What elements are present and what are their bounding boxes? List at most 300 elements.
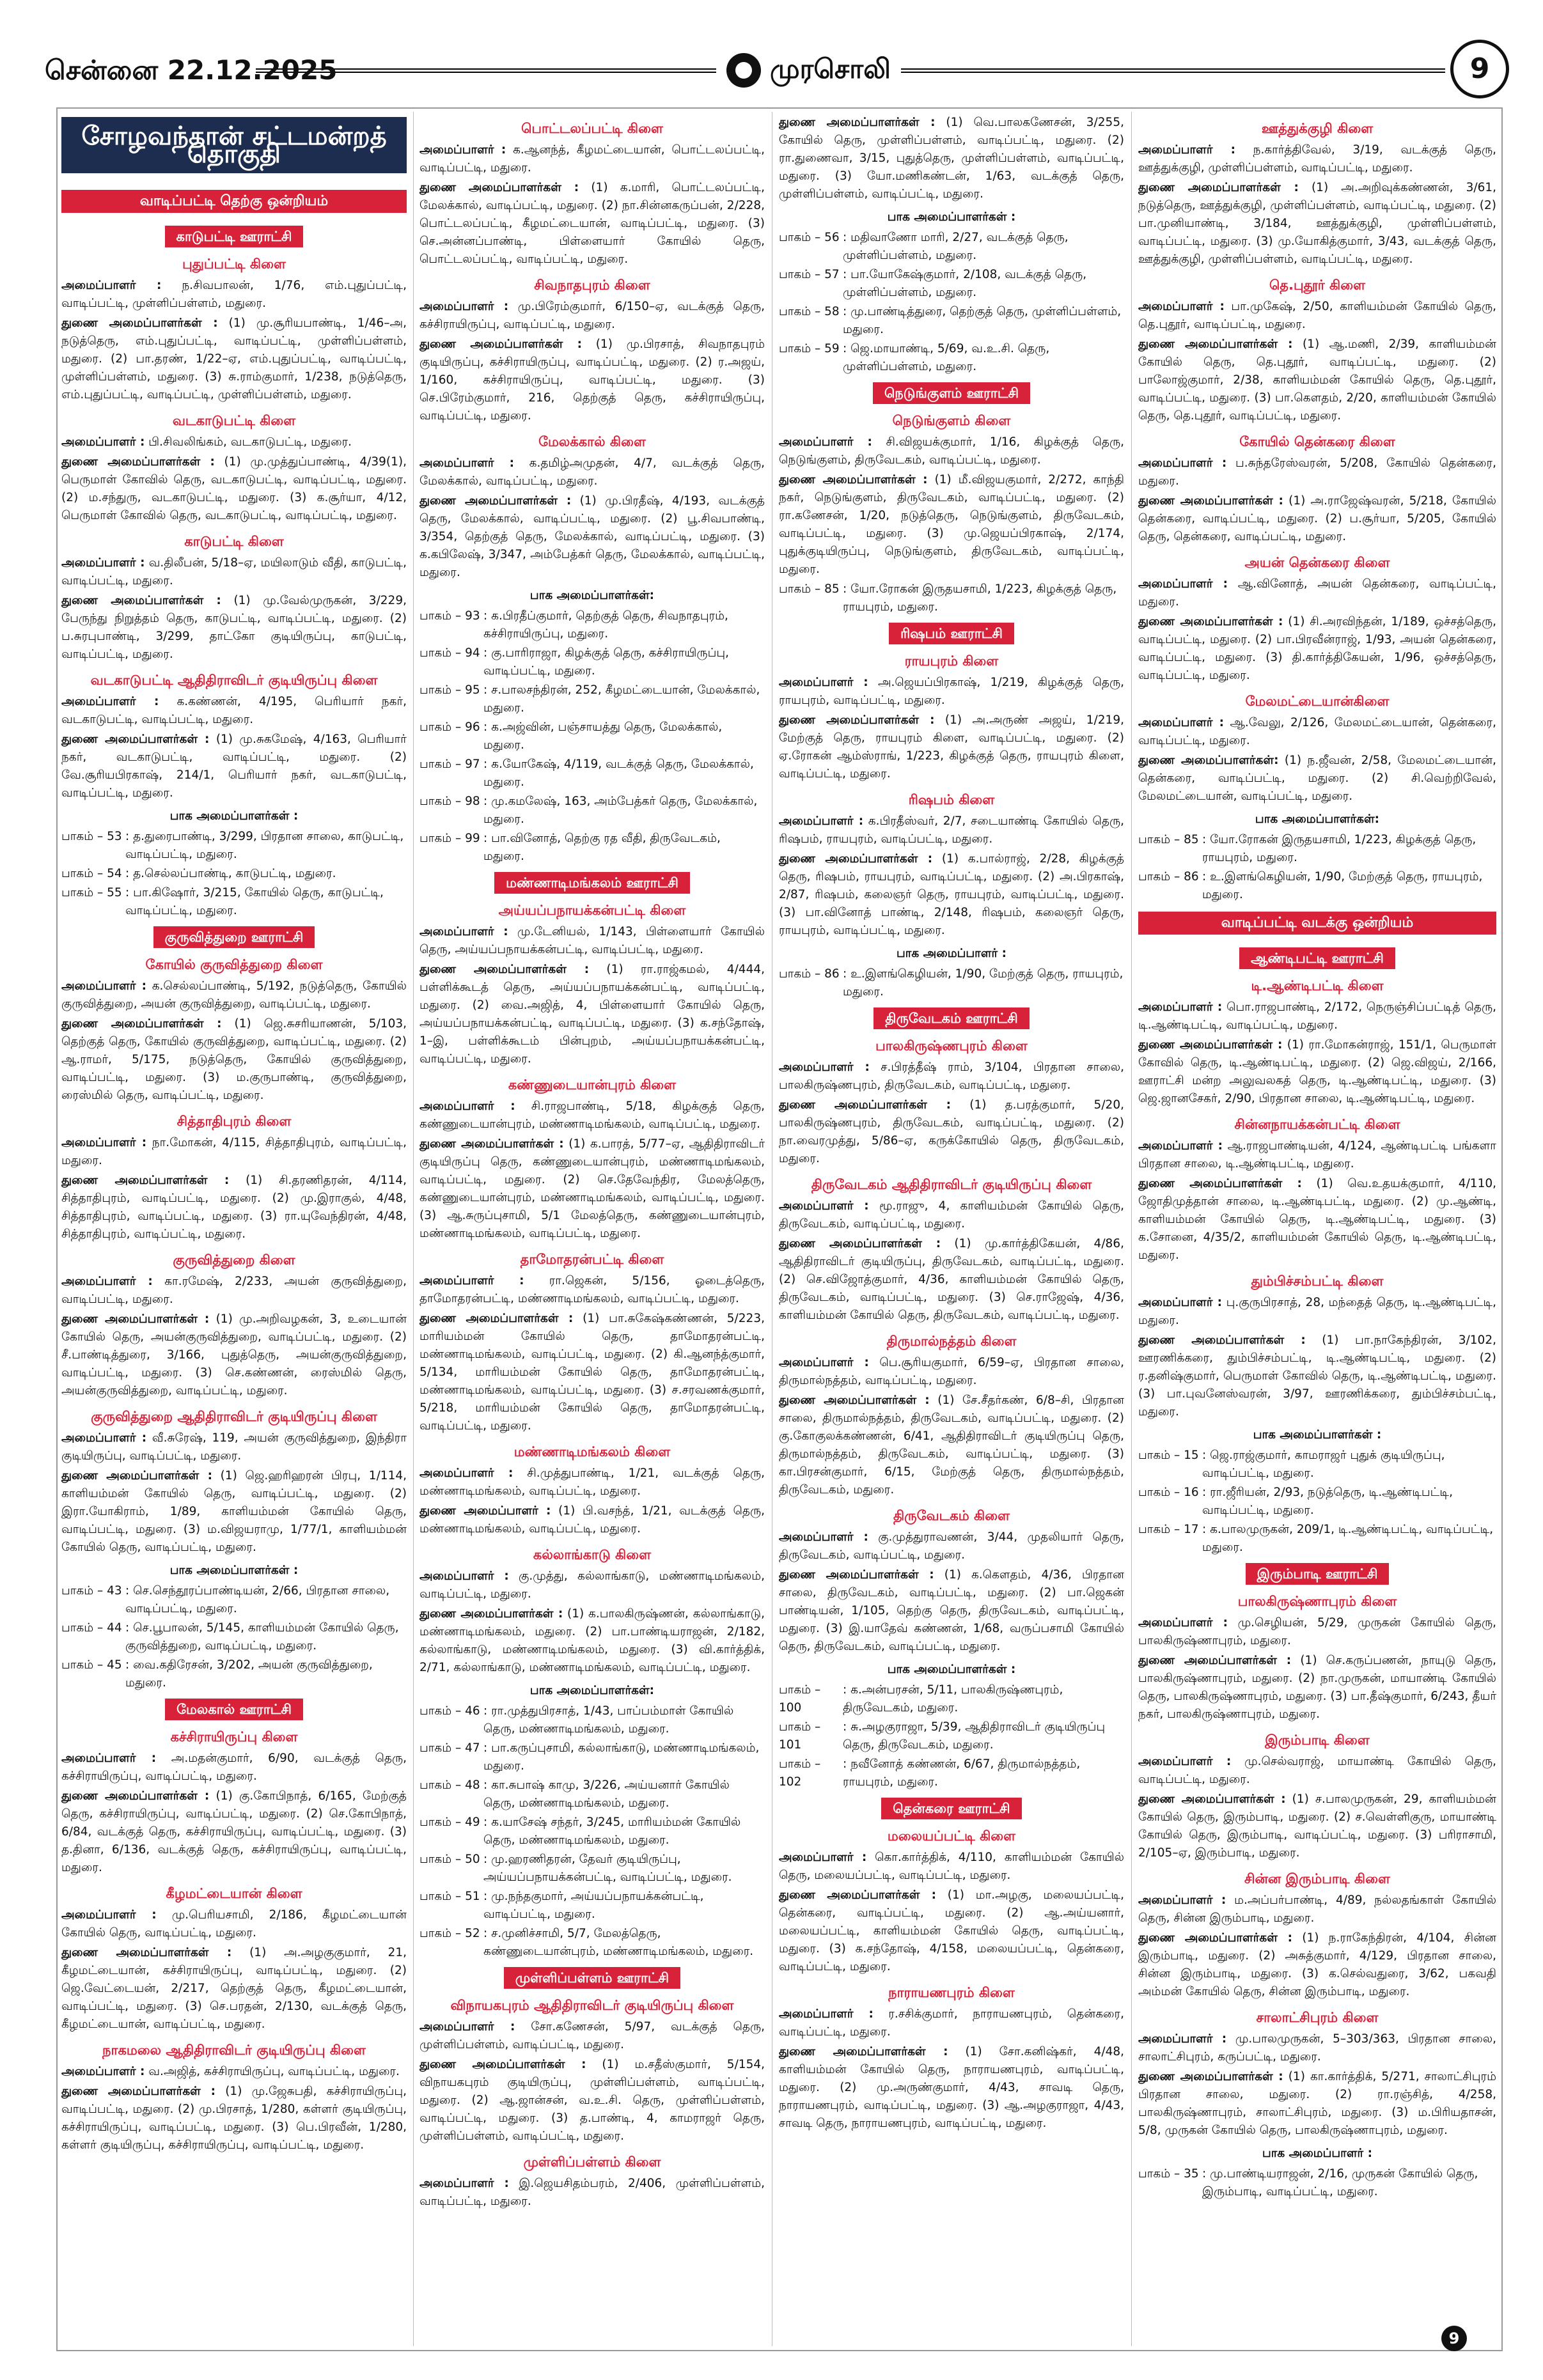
booth-list-heading: பாக அமைப்பாளர்கள் : [887, 210, 1016, 224]
member-details: ஆ.ராஜபாண்டியன், 4/124, ஆண்டிபட்டி பங்களா பிரதான சாலை, டி.ஆண்டிபட்டி, மதுரை. [1138, 1139, 1496, 1171]
branch-heading: விநாயகபுரம் ஆதிதிராவிடர் குடியிருப்பு கிளை [450, 1998, 734, 2013]
booth-number: பாகம் – 46 [419, 1704, 480, 1718]
member-details: (1) கா.கார்த்திக், 5/271, சாலாட்சிபுரம் பிரதான சாலை, மதுரை. (2) ரா.ரஞ்சித், 4/258, பாலகிருஷ்ணாபுரம், சாலாட்சிபுரம், மதுரை. (3) ம.பிரியதாசன், 5/8, முருகன் கோயில் தெரு, பாலகிருஷ்ணாபுரம், மதுரை. [1138, 2070, 1496, 2137]
branch-heading: மலையப்பட்டி கிளை [887, 1828, 1016, 1844]
member-details: (1) பி.வசந்த், 1/21, வடக்குத் தெரு, மண்ணாடிமங்கலம், வாடிப்பட்டி, மதுரை. [419, 1504, 765, 1536]
booth-member: : சு.அழகுராஜா, 5/39, ஆதிதிராவிடர் குடியிருப்பு தெரு, திருவேடகம், மதுரை. [843, 1720, 1106, 1752]
booth-member: : மு.கமலேஷ், 163, அம்பேத்கர் தெரு, மேலக்கால், மதுரை. [483, 795, 758, 826]
role-label: அமைப்பாளர் : [779, 435, 872, 449]
branch-heading: கோயில் குருவித்துறை கிளை [145, 957, 323, 972]
booth-list-heading: பாக அமைப்பாளர்கள் : [169, 809, 299, 823]
member-entry [61, 1906, 407, 1942]
booth-number: பாகம் – 86 [1138, 870, 1199, 883]
member-entry [419, 1272, 765, 1308]
member-details: (1) ச.பாலமுருகன், 29, காளியம்மன் கோயில் தெரு, இரும்பாடி, மதுரை. (2) ச.வெள்ளிகுரு, மாயாண்டி கோயில் தெரு, இரும்பாடி, வாடிப்பட்டி, மதுரை. (3) பரிராசாமி, 2/105–ஏ, இரும்பாடி, மதுரை. [1138, 1793, 1496, 1860]
booth-entry [1138, 2165, 1496, 2201]
member-entry [419, 179, 765, 268]
booth-entry [419, 1777, 765, 1812]
member-details: ந.கார்த்திவேல், 3/19, வடக்குத் தெரு, ஊத்துக்குழி, முள்ளிப்பள்ளம், வாடிப்பட்டி, மதுரை. [1138, 143, 1496, 175]
member-details: வ.அஜித், கச்சிராயிருப்பு, வாடிப்பட்டி, மதுரை. [148, 2065, 400, 2078]
branch-heading: காடுபட்டி கிளை [184, 534, 284, 549]
role-label: அமைப்பாளர் : [1138, 2032, 1227, 2046]
column-4 [1138, 112, 1496, 2346]
panchayat-heading: திருவேடகம் ஊராட்சி [873, 1007, 1029, 1029]
booth-entry [1138, 831, 1496, 867]
role-label: அமைப்பாளர் : [61, 1752, 157, 1765]
member-entry [1138, 2030, 1496, 2066]
member-details: சோ.கணேசன், 5/97, வடக்குத் தெரு, முள்ளிப்பள்ளம், வாடிப்பட்டி, மதுரை. [419, 2020, 765, 2051]
branch-heading: அயன் தென்கரை கிளை [1244, 555, 1390, 570]
booth-number: பாகம் – 54 [61, 867, 122, 880]
role-label: துணை அமைப்பாளர்கள் : [779, 473, 928, 486]
booth-member: : செ.பூபாலன், 5/145, காளியம்மன் கோயில் தெரு, குருவித்துறை, வாடிப்பட்டி, மதுரை. [125, 1621, 399, 1653]
booth-member: : ஜெ.மாயாண்டி, 5/69, வ.உ.சி. தெரு, முள்ளிப்பள்ளம், மதுரை. [843, 342, 1050, 373]
member-details: சி.ராஜபாண்டி, 5/18, கிழக்குத் தெரு, கண்ணுடையான்புரம், மண்ணாடிமங்கலம், வாடிப்பட்டி, மதுரை. [419, 1100, 765, 1131]
booth-entry [1138, 1447, 1496, 1482]
branch-heading: நெடுங்குளம் கிளை [892, 413, 1011, 428]
role-label: அமைப்பாளர் : [779, 1199, 869, 1213]
column-divider [1131, 112, 1132, 2346]
booth-number: பாகம் – 43 [61, 1584, 122, 1598]
booth-member: : யோ.ரோகன் இருதயசாமி, 1/223, கிழக்குத் தெரு, ராயபுரம், மதுரை. [1202, 833, 1476, 864]
masthead-rule-right-2 [876, 68, 1445, 70]
booth-entry [779, 266, 1124, 302]
masthead [45, 32, 1509, 112]
role-label: அமைப்பாளர் : [1138, 1000, 1223, 1014]
branch-heading: குருவித்துறை கிளை [173, 1252, 295, 1268]
booth-entry [779, 580, 1124, 616]
booth-list-heading: பாக அமைப்பாளர்கள் : [887, 1663, 1016, 1676]
member-details: கு.முத்து, கல்லாங்காடு, மண்ணாடிமங்கலம், வாடிப்பட்டி, மதுரை. [419, 1569, 765, 1601]
panchayat-heading: நெடுங்குளம் ஊராட்சி [873, 382, 1030, 404]
role-label: அமைப்பாளர் : [1138, 456, 1227, 470]
branch-heading: கச்சிராயிருப்பு கிளை [170, 1729, 298, 1745]
role-label: துணை அமைப்பாளர்கள் : [779, 1568, 934, 1582]
member-entry [419, 455, 765, 490]
branch-heading: கோயில் தென்கரை கிளை [1239, 434, 1395, 449]
booth-number: பாகம் – 102 [779, 1757, 821, 1789]
member-details: மு.பாலமுருகன், 5–303/363, பிரதான சாலை, சாலாட்சிபுரம், கருப்பட்டி, மதுரை. [1138, 2032, 1496, 2064]
member-details: க.பிரதீஸ்வர், 2/7, சடையாண்டி கோயில் தெரு, ரிஷபம், ராயபுரம், வாடிப்பட்டி, மதுரை. [779, 814, 1124, 846]
role-label: துணை அமைப்பாளர்கள் : [779, 2045, 948, 2058]
booth-entry [61, 884, 407, 920]
member-details: (1) அ.அறிவுக்கண்ணன், 3/61, நடுத்தெரு, ஊத்துக்குழி, முள்ளிப்பள்ளம், வாடிப்பட்டி, மதுரை. (2) பா.முனியாண்டி, 3/184, ஊத்துக்குழி, முள்ளிப்பள்ளம், வாடிப்பட்டி, மதுரை. (3) மு.யோகித்குமார், 3/43, வடக்குத் தெரு, ஊத்துக்குழி, முள்ளிப்பள்ளம், வாடிப்பட்டி, மதுரை. [1138, 181, 1496, 266]
booth-entry [61, 1582, 407, 1618]
booth-number: பாகம் – 45 [61, 1658, 122, 1672]
member-details: வீ.சுரேஷ், 119, அயன் குருவித்துறை, இந்திரா குடியிருப்பு, வாடிப்பட்டி, மதுரை. [61, 1431, 407, 1463]
role-label: அமைப்பாளர் : [419, 2020, 515, 2034]
branch-heading: அய்யப்பநாயக்கன்பட்டி கிளை [498, 903, 686, 918]
booth-number: பாகம் – 97 [419, 758, 480, 771]
role-label: துணை அமைப்பாளர்கள் : [1138, 1177, 1302, 1190]
booth-entry [419, 1739, 765, 1775]
booth-list-heading: பாக அமைப்பாளர்கள்: [529, 589, 655, 602]
member-entry [1138, 999, 1496, 1034]
member-entry [419, 1098, 765, 1133]
branch-heading: புதுப்பட்டி கிளை [182, 256, 286, 272]
member-entry [1138, 1614, 1496, 1650]
booth-member: : க.பிரதீப்குமார், தெற்குத் தெரு, சிவநாதபுரம், கச்சிராயிருப்பு, மதுரை. [483, 609, 728, 641]
member-details: க.கண்ணன், 4/195, பெரியார் நகர், வடகாடுபட்டி, வாடிப்பட்டி, மதுரை. [61, 695, 407, 726]
role-label: துணை அமைப்பாளர்கள் : [61, 316, 218, 330]
panchayat-heading: மேலகால் ஊராட்சி [165, 1699, 303, 1720]
role-label: அமைப்பாளர் : [779, 1530, 868, 1544]
member-details: (1) ரா.மோகன்ராஜ், 151/1, பெருமாள் கோவில் தெரு, டி.ஆண்டிபட்டி, மதுரை. (2) ஜெ.விஜய், 2/166, ஊராட்சி மன்ற அலுவலகத் தெரு, டி.ஆண்டிபட்டி, மதுரை. (3) ஜெ.ஜானசேகர், 2/90, பிரதான சாலை, டி.ஆண்டிபட்டி, மதுரை. [1138, 1038, 1496, 1105]
member-entry [1138, 455, 1496, 490]
booth-entry [61, 1619, 407, 1655]
booth-member: : த.துரைபாண்டி, 3/299, பிரதான சாலை, காடுபட்டி, வாடிப்பட்டி, மதுரை. [125, 830, 404, 861]
member-details: ஆ.வேலு, 2/126, மேலமட்டையான், தென்கரை, வாடிப்பட்டி, மதுரை. [1138, 716, 1496, 747]
booth-member: : மதிவாணோ மாரி, 2/27, வடக்குத் தெரு, முள்ளிப்பள்ளம், மதுரை. [843, 231, 1069, 262]
branch-heading: ரிஷபம் கிளை [908, 792, 995, 807]
member-details: (1) ந.ராகேந்திரன், 4/104, சின்ன இரும்பாடி, மதுரை. (2) அசுத்குமார், 4/129, பிரதான சாலை, சின்ன இரும்பாடி, மதுரை. (3) க.செல்வதுரை, 3/62, பகவதி அம்மன் கோயில் தெரு, சின்ன இரும்பாடி, மதுரை. [1138, 1931, 1496, 1998]
branch-heading: திருவேடகம் ஆதிதிராவிடர் குடியிருப்பு கிளை [811, 1177, 1092, 1192]
booth-member: : உ.இளங்கெழியன், 1/90, மேற்குத் தெரு, ராயபுரம், மதுரை. [843, 967, 1124, 999]
branch-heading: மேலமட்டையான்கிளை [1245, 694, 1390, 709]
role-label: துணை அமைப்பாளர்கள் : [1138, 338, 1293, 351]
role-label: அமைப்பாளர் : [1138, 143, 1236, 157]
booth-member: : நவீனோத் கண்ணன், 6/67, திருமால்நத்தம், ராயபுரம், மதுரை. [843, 1757, 1081, 1789]
member-details: (1) கு.கோபிநாத், 6/165, மேற்குத் தெரு, கச்சிராயிருப்பு, வாடிப்பட்டி, மதுரை. (2) செ.கோபிநாத், 6/84, வடக்குத் தெரு, கச்சிராயிருப்பு, வாடிப்பட்டி, மதுரை. (3) த.தினா, 6/136, வடக்குத் தெரு, கச்சிராயிருப்பு, வாடிப்பட்டி, மதுரை. [61, 1789, 407, 1874]
role-label: அமைப்பாளர் : [419, 1569, 509, 1583]
booth-number: பாகம் – 96 [419, 720, 480, 734]
branch-heading: குருவித்துறை ஆதிதிராவிடர் குடியிருப்பு கிளை [91, 1409, 377, 1424]
member-details: சி.விஜயக்குமார், 1/16, கிழக்குத் தெரு, நெடுங்குளம், திருவேடகம், வாடிப்பட்டி, மதுரை. [779, 435, 1124, 467]
booth-entry [779, 1681, 1124, 1717]
booth-number: பாகம் – 56 [779, 231, 840, 244]
paper-name: முரசொலி [770, 52, 891, 84]
column-divider [413, 112, 414, 2346]
member-details: (1) ஜெ.சுசரியாணன், 5/103, தெற்குத் தெரு, கோயில் குருவித்துறை, வாடிப்பட்டி, மதுரை. (2) ஆ.ராமர், 5/175, நடுத்தெரு, கோயில் குருவித்துறை, வாடிப்பட்டி, மதுரை. (3) ம.குருபாண்டி, குருவித்துறை, ரைஸ்மில் தெரு, வாடிப்பட்டி, மதுரை. [61, 1017, 407, 1102]
role-label: துணை அமைப்பாளர்கள் : [61, 455, 215, 469]
member-details: (1) அ.அருண் அஜய், 1/219, மேற்குத் தெரு, ராயபுரம் கிளை, வாடிப்பட்டி, மதுரை. (2) ஏ.ரோகன் ஆம்ஸ்ராங், 1/223, கிழக்குத் தெரு, ராயபுரம் கிளை, வாடிப்பட்டி, மதுரை. [779, 713, 1124, 781]
role-label: அமைப்பாளர் : [1138, 1894, 1226, 1907]
member-details: (1) பா.சுகேஷ்கண்ணன், 5/223, மாரியம்மன் கோயில் தெரு, தாமோதரன்பட்டி, மண்ணாடிமங்கலம், வாடிப்பட்டி, மதுரை. (2) கி.ஆனந்த்குமார், 5/134, மாரியம்மன் கோயில் தெரு, தாமோதரன்பட்டி, மண்ணாடிமங்கலம், வாடிப்பட்டி, மதுரை. (3) ச.சரவணக்குமார், 5/218, மாரியம்மன் கோயில் தெரு, தாமோதரன்பட்டி, வாடிப்பட்டி, மதுரை. [419, 1312, 765, 1433]
role-label: துணை அமைப்பாளர்கள் : [1138, 181, 1299, 194]
role-label: அமைப்பாளர் : [61, 695, 159, 708]
booth-entry [419, 1814, 765, 1849]
member-entry [61, 1273, 407, 1309]
booth-entry [419, 719, 765, 754]
role-label: துணை அமைப்பாளர்கள் : [1138, 494, 1283, 508]
branch-heading: திருவேடகம் கிளை [893, 1508, 1010, 1523]
role-label: அமைப்பாளர் : [419, 1100, 515, 1113]
member-entry [779, 2005, 1124, 2041]
role-label: அமைப்பாளர் : [779, 1356, 869, 1369]
branch-heading: மண்ணாடிமங்கலம் கிளை [513, 1444, 671, 1459]
role-label: துணை அமைப்பாளர்கள் : [779, 116, 936, 129]
role-label: அமைப்பாளர் : [779, 1061, 870, 1074]
role-label: துணை அமைப்பாளர்கள் : [419, 338, 583, 351]
member-details: (1) ரா.ராஜ்கமல், 4/444, பள்ளிக்கூடத் தெரு, அய்யப்பநாயக்கன்பட்டி, வாடிப்பட்டி, மதுரை. (2) வை.அஜித், 4, பிள்ளையார் கோயில் தெரு, அய்யப்பநாயக்கன்பட்டி, வாடிப்பட்டி, மதுரை. (3) க.சந்தோஷ், 1–இ, பள்ளிக்கூடம் பின்புறம், அய்யப்பநாயக்கன்பட்டி, வாடிப்பட்டி, மதுரை. [419, 963, 765, 1066]
role-label: துணை அமைப்பாளர்கள் : [779, 713, 935, 727]
booth-entry [419, 681, 765, 717]
branch-heading: ஊத்துக்குழி கிளை [1261, 121, 1374, 136]
role-label: துணை அமைப்பாளர்கள் : [61, 1789, 210, 1803]
member-entry [779, 1566, 1124, 1656]
member-entry [779, 850, 1124, 940]
role-label: அமைப்பாளர் : [419, 300, 509, 313]
branch-heading: சித்தாதிபுரம் கிளை [176, 1114, 292, 1129]
member-entry [61, 1750, 407, 1785]
booth-entry [419, 756, 765, 791]
branch-heading: கீழமட்டையான் கிளை [166, 1886, 302, 1901]
member-entry [419, 1465, 765, 1500]
member-details: க.ஆனந்த், கீழமட்டையான், பொட்டலப்பட்டி, வாடிப்பட்டி, மதுரை. [419, 143, 765, 175]
role-label: துணை அமைப்பாளர்கள் : [1138, 615, 1283, 628]
member-entry [779, 1354, 1124, 1390]
branch-heading: டி.ஆண்டிபட்டி கிளை [1251, 978, 1384, 993]
role-label: துணை அமைப்பாளர்கள் : [419, 1137, 564, 1151]
column-1 [61, 112, 407, 2346]
branch-heading: சாலாட்சிபுரம் கிளை [1256, 2010, 1379, 2025]
booth-member: : பா.கிஷோர், 3/215, கோயில் தெரு, காடுபட்டி, வாடிப்பட்டி, மதுரை. [125, 886, 384, 917]
booth-member: : மு.பாண்டித்துரை, தெற்குத் தெரு, முள்ளிப்பள்ளம், மதுரை. [843, 305, 1122, 336]
booth-entry [1138, 1521, 1496, 1557]
booth-entry [779, 229, 1124, 265]
booth-member: : கா.சுபாஷ் காமு, 3/226, அய்யனார் கோயில் தெரு, மண்ணாடிமங்கலம், மதுரை. [483, 1778, 730, 1810]
branch-heading: சிவநாதபுரம் கிளை [534, 277, 650, 293]
role-label: அமைப்பாளர் : [61, 279, 162, 292]
role-label: அமைப்பாளர் : [61, 2065, 145, 2078]
booth-member: : ச.முனிச்சாமி, 5/7, மேலத்தெரு, கண்ணுடையான்புரம், மண்ணாடிமங்கலம், மதுரை. [483, 1927, 754, 1958]
branch-heading: ராயபுரம் கிளை [904, 653, 999, 669]
masthead-rule-right [876, 72, 1445, 73]
member-entry [779, 114, 1124, 203]
role-label: துணை அமைப்பாளர் : [419, 1504, 551, 1518]
issue-date: சென்னை 22.12.2025 [45, 54, 338, 86]
booth-number: பாகம் – 49 [419, 1816, 480, 1829]
booth-number: பாகம் – 86 [779, 967, 840, 981]
union-heading: வாடிப்பட்டி தெற்கு ஒன்றியம் [61, 190, 407, 213]
member-details: (1) மு.பிரசாத், சிவநாதபுரம் குடியிருப்பு, கச்சிராயிருப்பு, வாடிப்பட்டி, மதுரை. (2) ர.அஜய், 1/160, கச்சிராயிருப்பு, வாடிப்பட்டி, மதுரை. (3) செ.பிரேம்குமார், 216, தெற்குத் தெரு, கச்சிராயிருப்பு, வாடிப்பட்டி, மதுரை. [419, 338, 765, 423]
member-details: (1) மு.கார்த்திகேயன், 4/86, ஆதிதிராவிடர் குடியிருப்பு, திருவேடகம், வாடிப்பட்டி, மதுரை. (2) செ.விஜோத்குமார், 4/36, காளியம்மன் கோயில் தெரு, திருவேடகம், வாடிப்பட்டி, மதுரை. (3) செ.ராஜேஷ், 4/36, காளியம்மன் கோயில் தெரு, திருவேடகம், வாடிப்பட்டி, மதுரை. [779, 1237, 1124, 1322]
booth-member: : த.செல்லப்பாண்டி, காடுபட்டி, மதுரை. [125, 867, 336, 880]
member-entry [779, 674, 1124, 710]
member-details: (1) க.பால்ராஜ், 2/28, கிழக்குத் தெரு, ரிஷபம், ராயபுரம், வாடிப்பட்டி, மதுரை. (2) அ.பிரகாஷ், 2/87, ரிஷபம், கலைஞர் தெரு, ராயபுரம், வாடிப்பட்டி, மதுரை. (3) பா.வினோத் பாண்டி, 2/148, ரிஷபம், கலைஞர் தெரு, ராயபுரம், வாடிப்பட்டி, மதுரை. [779, 852, 1124, 937]
booth-member: : கு.பாரிராஜா, கிழக்குத் தெரு, கச்சிராயிருப்பு, வாடிப்பட்டி, மதுரை. [483, 646, 729, 678]
panchayat-heading: மண்ணாடிமங்கலம் ஊராட்சி [494, 872, 690, 894]
member-entry [779, 1528, 1124, 1564]
role-label: துணை அமைப்பாளர்கள் : [1138, 1334, 1306, 1347]
member-entry [419, 923, 765, 959]
member-entry [1138, 1036, 1496, 1108]
member-entry [779, 1059, 1124, 1094]
constituency-title: சோழவந்தான் சட்டமன்றத் தொகுதி [61, 117, 407, 173]
role-label: அமைப்பாளர் : [1138, 1139, 1223, 1153]
booth-number: பாகம் – 85 [1138, 833, 1199, 846]
member-entry [1138, 1929, 1496, 2001]
role-label: அமைப்பாளர் : [419, 1466, 513, 1480]
branch-heading: சின்னநாயக்கன்பட்டி கிளை [1234, 1117, 1400, 1132]
member-details: பெ.சூரியகுமார், 6/59–ஏ, பிரதான சாலை, திருமால்நத்தம், வாடிப்பட்டி, மதுரை. [779, 1356, 1124, 1387]
booth-member: : மு.ஹரணிதரன், தேவர் குடியிருப்பு, அய்யப்பநாயக்கன்பட்டி, வாடிப்பட்டி, மதுரை. [483, 1853, 732, 1884]
booth-member: : வை.கதிரேசன், 3/202, அயன் குருவித்துறை, மதுரை. [125, 1658, 373, 1690]
booth-member: : மு.பாண்டியராஜன், 2/16, முருகன் கோயில் தெரு, இரும்பாடி, வாடிப்பட்டி, மதுரை. [1202, 2167, 1478, 2198]
member-details: பு.குருபிரசாத், 28, மந்தைத் தெரு, டி.ஆண்டிபட்டி, மதுரை. [1138, 1296, 1496, 1327]
role-label: துணை அமைப்பாளர்கள் : [419, 494, 572, 508]
booth-member: : ரா.ஜீரியன், 2/93, நடுத்தெரு, டி.ஆண்டிபட்டி, வாடிப்பட்டி, மதுரை. [1202, 1486, 1453, 1517]
booth-entry [419, 1888, 765, 1924]
booth-member: : மு.நந்தகுமார், அய்யப்பநாயக்கன்பட்டி, வாடிப்பட்டி, மதுரை. [483, 1890, 704, 1921]
branch-heading: முள்ளிப்பள்ளம் கிளை [523, 2154, 661, 2170]
member-details: பொ.ராஜபாண்டி, 2/172, நெருஞ்சிப்பட்டித் தெரு, டி.ஆண்டிபட்டி, வாடிப்பட்டி, மதுரை. [1138, 1000, 1496, 1032]
member-entry [1138, 141, 1496, 177]
role-label: அமைப்பாளர் : [419, 2177, 509, 2190]
panchayat-heading: முள்ளிப்பள்ளம் ஊராட்சி [504, 1967, 680, 1989]
role-label: அமைப்பாளர் : [61, 1136, 147, 1149]
member-details: ம.அப்பர்பாண்டி, 4/89, நல்லதங்காள் கோயில் தெரு, சின்ன இரும்பாடி, மதுரை. [1138, 1894, 1496, 1925]
member-details: பா.முகேஷ், 2/50, காளியம்மன் கோயில் தெரு, தெ.புதூர், வாடிப்பட்டி, மதுரை. [1138, 300, 1496, 331]
member-entry [419, 2056, 765, 2145]
booth-number: பாகம் – 47 [419, 1741, 480, 1755]
footer-page-number: 9 [1441, 2326, 1467, 2351]
member-details: (1) மு.அறிவழகன், 3, உடையான் கோயில் தெரு, அயன்குருவித்துறை, வாடிப்பட்டி, மதுரை. (2) சீ.பாண்டித்துரை, 3/166, புதுத்தெரு, அயன்குருவித்துறை, வாடிப்பட்டி, மதுரை. (3) செ.கண்ணன், ரைஸ்மில் தெரு, அயன்குருவித்துறை, வாடிப்பட்டி, மதுரை. [61, 1312, 407, 1397]
member-entry [419, 2175, 765, 2211]
branch-heading: நாகமலை ஆதிதிராவிடர் குடியிருப்பு கிளை [102, 2042, 366, 2058]
member-details: கா.ரமேஷ், 2/233, அயன் குருவித்துறை, வாடிப்பட்டி, மதுரை. [61, 1275, 407, 1306]
member-entry [1138, 1294, 1496, 1330]
panchayat-heading: ஆண்டிபட்டி ஊராட்சி [1239, 947, 1395, 969]
role-label: துணை அமைப்பாளர்கள் : [61, 1469, 212, 1482]
member-entry [61, 1944, 407, 2034]
member-details: (1) மு.சுகமேஷ், 4/163, பெரியார் நகர், வடகாடுபட்டி, வாடிப்பட்டி, மதுரை. (2) வே.சூரியபிரகாஷ், 214/1, பெரியார் நகர், வடகாடுபட்டி, வாடிப்பட்டி, மதுரை. [61, 733, 407, 800]
member-entry [419, 1310, 765, 1435]
member-entry [1138, 1791, 1496, 1862]
role-label: அமைப்பாளர் : [61, 979, 147, 993]
booth-list-heading: பாக அமைப்பாளர் : [896, 947, 1007, 960]
paper-brand [716, 45, 901, 96]
column-2 [419, 112, 765, 2346]
branch-heading: திருமால்நத்தம் கிளை [886, 1334, 1017, 1349]
booth-entry [779, 1755, 1124, 1791]
member-details: (1) மு.சூரியபாண்டி, 1/46–அ, நடுத்தெரு, எம்.புதுப்பட்டி, வாடிப்பட்டி, முள்ளிப்பள்ளம், மதுரை. (2) பா.தரண், 1/22–ஏ, எம்.புதுப்பட்டி, வாடிப்பட்டி, முள்ளிப்பள்ளம், மதுரை. (3) சு.ராம்குமார், 1/238, நடுத்தெரு, எம்.புதுப்பட்டி, வாடிப்பட்டி, முள்ளிப்பள்ளம், மதுரை. [61, 316, 407, 401]
booth-number: பாகம் – 101 [779, 1720, 821, 1752]
booth-list-heading: பாக அமைப்பாளர் : [1262, 2147, 1373, 2160]
booth-list-heading: பாக அமைப்பாளர்கள் : [1253, 1428, 1382, 1442]
member-entry [1138, 298, 1496, 334]
member-entry [1138, 1137, 1496, 1173]
booth-entry [61, 1656, 407, 1692]
booth-entry [419, 644, 765, 680]
booth-entry [61, 865, 407, 883]
member-details: (1) அ.ராஜேஷ்வரன், 5/218, கோயில் தென்கரை, வாடிப்பட்டி, மதுரை. (2) ப.சூர்யா, 5/205, கோயில் தெரு, தென்கரை, வாடிப்பட்டி, மதுரை. [1138, 494, 1496, 543]
member-details: ர.சசிக்குமார், நாராயணபுரம், தென்கரை, வாடிப்பட்டி, மதுரை. [779, 2007, 1124, 2039]
role-label: அமைப்பாளர் : [779, 814, 864, 828]
member-details: ப.சுந்தரேஸ்வரன், 5/208, கோயில் தென்கரை, மதுரை. [1138, 456, 1496, 488]
role-label: துணை அமைப்பாளர்கள் : [61, 733, 210, 746]
booth-number: பாகம் – 57 [779, 268, 840, 281]
booth-entry [419, 793, 765, 828]
booth-entry [779, 303, 1124, 339]
role-label: அமைப்பாளர் : [61, 1275, 153, 1288]
member-details: க.தமிழ்அமுதன், 4/7, வடக்குத் தெரு, மேலக்கால், வாடிப்பட்டி, மதுரை. [419, 456, 765, 488]
role-label: துணை அமைப்பாளர்கள் : [61, 1174, 230, 1187]
member-entry [419, 298, 765, 334]
role-label: துணை அமைப்பாளர்கள் : [1138, 2070, 1283, 2083]
member-details: ஆ.வினோத், அயன் தென்கரை, வாடிப்பட்டி, மதுரை. [1138, 577, 1496, 609]
role-label: துணை அமைப்பாளர்கள் : [1138, 1793, 1286, 1806]
booth-entry [419, 1702, 765, 1738]
member-entry [419, 2018, 765, 2054]
member-details: கு.முத்துராவணன், 3/44, முதலியார் தெரு, திருவேடகம், வாடிப்பட்டி, மதுரை. [779, 1530, 1124, 1562]
member-entry [1138, 575, 1496, 611]
role-label: அமைப்பாளர் : [419, 1274, 524, 1287]
member-details: இ.ஜெயசிதம்பரம், 2/406, முள்ளிப்பள்ளம், வாடிப்பட்டி, மதுரை. [419, 2177, 765, 2208]
member-entry [61, 1172, 407, 1243]
booth-member: : க.யாசேஷ் சந்தர், 3/245, மாரியம்மன் கோயில் தெரு, மண்ணாடிமங்கலம், மதுரை. [483, 1816, 741, 1847]
booth-number: பாகம் – 100 [779, 1683, 821, 1715]
member-entry [419, 141, 765, 177]
member-entry [61, 277, 407, 313]
booth-number: பாகம் – 50 [419, 1853, 480, 1866]
member-entry [1138, 492, 1496, 546]
member-entry [779, 1392, 1124, 1499]
column-3 [779, 112, 1124, 2346]
member-details: (1) வெ.பாலகணேசன், 3/255, கோயில் தெரு, முள்ளிப்பள்ளம், வாடிப்பட்டி, மதுரை. (2) ரா.துணைவா, 3/15, புதுத்தெரு, முள்ளிப்பள்ளம், வாடிப்பட்டி, மதுரை. (3) யோ.மணிகண்டன், 1/63, வடக்குத் தெரு, முள்ளிப்பள்ளம், வாடிப்பட்டி, மதுரை. [779, 116, 1124, 201]
panchayat-heading: இரும்பாடி ஊராட்சி [1246, 1563, 1390, 1585]
member-details: மு.பெரியசாமி, 2/186, கீழமட்டையான் கோயில் தெரு, வாடிப்பட்டி, மதுரை. [61, 1908, 407, 1940]
role-label: துணை அமைப்பாளர்கள் : [779, 1394, 930, 1407]
booth-number: பாகம் – 94 [419, 646, 480, 660]
booth-entry [419, 830, 765, 866]
role-label: துணை அமைப்பாளர்கள் : [779, 852, 933, 866]
role-label: துணை அமைப்பாளர்கள் : [779, 1098, 952, 1112]
panchayat-heading: காடுபட்டி ஊராட்சி [165, 226, 304, 247]
booth-member: : ரா.முத்துபிரசாத், 1/43, பாப்பம்மாள் கோயில் தெரு, மண்ணாடிமங்கலம், மதுரை. [483, 1704, 734, 1736]
booth-member: : பா.யோகேஷ்குமார், 2/108, வடக்குத் தெரு, முள்ளிப்பள்ளம், மதுரை. [843, 268, 1087, 299]
member-details: (1) மு.ஜேசுபதி, கச்சிராயிருப்பு, வாடிப்பட்டி, மதுரை. (2) மு.பிரசாத், 1/280, கள்ளர் குடியிருப்பு, கச்சிராயிருப்பு, வாடிப்பட்டி, மதுரை. (3) பெ.பிரவீன், 1/280, கள்ளர் குடியிருப்பு, கச்சிராயிருப்பு, வாடிப்பட்டி, மதுரை. [61, 2085, 407, 2152]
member-entry [61, 433, 407, 451]
member-details: (1) சே.சீதர்கண், 6/8–சி, பிரதான சாலை, திருமால்நத்தம், திருவேடகம், வாடிப்பட்டி, மதுரை. (2) கு.கோகுலக்கண்ணன், 6/41, ஆதிதிராவிடர் குடியிருப்பு தெரு, திருமால்நத்தம், திருவேடகம், வாடிப்பட்டி, மதுரை. (3) கா.பிரசன்குமார், 6/15, மேற்குத் தெரு, திருமால்நத்தம், திருவேடகம், மதுரை. [779, 1394, 1124, 1497]
member-entry [779, 1886, 1124, 1976]
member-entry [419, 1502, 765, 1538]
member-details: ந.சிவபாலன், 1/76, எம்.புதுப்பட்டி, வாடிப்பட்டி, முள்ளிப்பள்ளம், மதுரை. [61, 279, 407, 310]
member-entry [419, 1605, 765, 1677]
member-entry [779, 1096, 1124, 1168]
member-entry [419, 1135, 765, 1243]
member-details: வ.திலீபன், 5/18–ஏ, மயிலாடும் வீதி, காடுபட்டி, வாடிப்பட்டி, மதுரை. [61, 556, 407, 587]
member-entry [61, 1467, 407, 1557]
member-entry [1138, 1753, 1496, 1789]
member-details: ச.பிரத்தீஷ் ராம், 3/104, பிரதான சாலை, பாலகிருஷ்ணபுரம், திருவேடகம், வாடிப்பட்டி, மதுரை. [779, 1061, 1124, 1092]
booth-member: : ச.பாலசந்திரன், 252, கீழமட்டையான், மேலக்கால், மதுரை. [483, 683, 760, 715]
role-label: துணை அமைப்பாளர்கள் : [1138, 1654, 1292, 1667]
booth-member: : க.அஜ்வின், பஞ்சாயத்து தெரு, மேலக்கால், மதுரை. [483, 720, 723, 752]
member-details: நா.மோகன், 4/115, சித்தாதிபுரம், வாடிப்பட்டி, மதுரை. [61, 1136, 407, 1167]
role-label: துணை அமைப்பாளர்கள் : [61, 594, 221, 607]
member-details: (1) வெ.உதயக்குமார், 4/110, ஜோதிமுத்தான் சாலை, டி.ஆண்டிபட்டி, மதுரை. (2) மு.ஆண்டி, காளியம்மன் கோயில் தெரு, டி.ஆண்டிபட்டி, மதுரை. (3) க.சோனை, 4/35/2, காளியம்மன் கோயில் தெரு, டி.ஆண்டிபட்டி, மதுரை. [1138, 1177, 1496, 1262]
member-details: (1) சி.தரணிதரன், 4/114, சித்தாதிபுரம், வாடிப்பட்டி, மதுரை. (2) மு.இராகுல், 4/48, சித்தாதிபுரம், வாடிப்பட்டி, மதுரை. (3) ரா.யுவேந்திரன், 4/48, சித்தாதிபுரம், வாடிப்பட்டி, மதுரை. [61, 1174, 407, 1241]
booth-number: பாகம் – 93 [419, 609, 480, 623]
branch-heading: இரும்பாடி கிளை [1265, 1732, 1370, 1748]
member-entry [419, 336, 765, 425]
booth-entry [419, 607, 765, 643]
member-entry [1138, 336, 1496, 425]
role-label: துணை அமைப்பாளர்கள் : [1138, 1931, 1293, 1945]
role-label: அமைப்பாளர் : [61, 1431, 147, 1445]
member-entry [1138, 1175, 1496, 1264]
page-number-badge: 9 [1450, 40, 1509, 98]
member-entry [61, 592, 407, 664]
member-entry [61, 731, 407, 802]
role-label: அமைப்பாளர் : [1138, 1755, 1232, 1768]
booth-member: : பா.கருப்புசாமி, கல்லாங்காடு, மண்ணாடிமங்கலம், மதுரை. [483, 1741, 760, 1773]
member-details: அ.மதன்குமார், 6/90, வடக்குத் தெரு, கச்சிராயிருப்பு, வாடிப்பட்டி, மதுரை. [61, 1752, 407, 1783]
role-label: அமைப்பாளர் : [779, 1851, 867, 1864]
member-details: (1) ஆ.மணி, 2/39, காளியம்மன் கோயில் தெரு, தெ.புதூர், வாடிப்பட்டி, மதுரை. (2) பாலோஜ்குமார், 2/38, காளியம்மன் கோயில் தெரு, தெ.புதூர், வாடிப்பட்டி, மதுரை. (3) பா.கௌதம், 2/20, காளியம்மன் கோயில் தெரு, தெ.புதூர், வாடிப்பட்டி, மதுரை. [1138, 338, 1496, 423]
member-entry [61, 1429, 407, 1465]
